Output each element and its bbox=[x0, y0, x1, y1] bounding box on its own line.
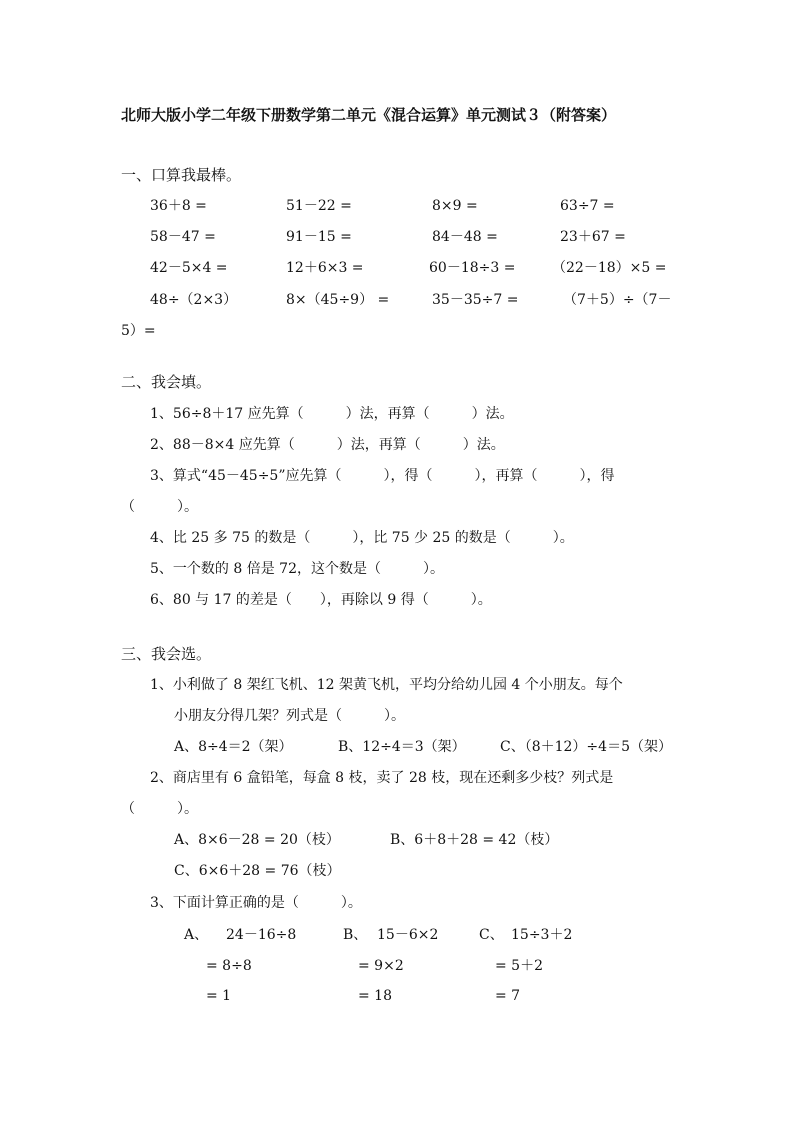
choice-q1-line1: 1、小利做了 8 架红飞机、12 架黄飞机，平均分给幼儿园 4 个小朋友。每个 bbox=[150, 677, 623, 693]
fill-item-4: 4、比 25 多 75 的数是（ ），比 75 少 25 的数是（ ）。 bbox=[150, 530, 574, 546]
oral-item-wrap: 5）= bbox=[121, 323, 156, 339]
choice-q3-b-step1: 15－6×2 bbox=[377, 927, 439, 943]
oral-item: 8×（45÷9） = bbox=[286, 292, 390, 308]
choice-q2-option-c: C、6×6＋28 = 76（枝） bbox=[174, 863, 341, 879]
choice-q1-option-b: B、12÷4＝3（架） bbox=[338, 739, 466, 755]
choice-q3-line1: 3、下面计算正确的是（ ）。 bbox=[150, 895, 362, 911]
choice-q3-label-b: B、 bbox=[343, 927, 368, 943]
fill-item-6: 6、80 与 17 的差是（ ），再除以 9 得（ ）。 bbox=[150, 592, 492, 608]
fill-item-2: 2、88－8×4 应先算（ ）法，再算（ ）法。 bbox=[150, 437, 505, 453]
choice-q3-c-step1: 15÷3＋2 bbox=[511, 927, 573, 943]
choice-q1-option-a: A、8÷4＝2（架） bbox=[174, 739, 293, 755]
choice-q3-b-step3: = 18 bbox=[358, 988, 392, 1004]
choice-q2-option-b: B、6＋8＋28 = 42（枝） bbox=[390, 832, 559, 848]
section-3-heading: 三、我会选。 bbox=[121, 645, 212, 663]
choice-q2-line1: 2、商店里有 6 盒铅笔，每盒 8 枝，卖了 28 枝，现在还剩多少枝？列式是 bbox=[150, 770, 614, 786]
oral-item: 51－22 = bbox=[286, 198, 352, 214]
oral-item: （7＋5）÷（7－ bbox=[563, 292, 672, 308]
oral-item: 35－35÷7 = bbox=[432, 292, 519, 308]
choice-q3-a-step1: 24－16÷8 bbox=[226, 927, 297, 943]
oral-item: 48÷（2×3） bbox=[150, 292, 238, 308]
oral-item: 23＋67 = bbox=[560, 229, 626, 245]
choice-q2-line2: （ ）。 bbox=[121, 801, 198, 817]
choice-q3-label-a: A、 bbox=[184, 927, 209, 943]
oral-item: 91－15 = bbox=[286, 229, 352, 245]
choice-q3-c-step2: = 5＋2 bbox=[495, 958, 543, 974]
choice-q2-option-a: A、8×6－28 = 20（枝） bbox=[174, 832, 340, 848]
oral-item: 36＋8 = bbox=[150, 198, 207, 214]
page-title: 北师大版小学二年级下册数学第二单元《混合运算》单元测试３（附答案） bbox=[121, 106, 617, 124]
choice-q3-a-step2: = 8÷8 bbox=[206, 958, 252, 974]
fill-item-1: 1、56÷8＋17 应先算（ ）法，再算（ ）法。 bbox=[150, 406, 514, 422]
section-1-heading: 一、口算我最棒。 bbox=[121, 166, 242, 184]
choice-q1-line2: 小朋友分得几架？列式是（ ）。 bbox=[174, 708, 405, 724]
fill-item-3-cont: （ ）。 bbox=[121, 499, 198, 515]
choice-q3-b-step2: = 9×2 bbox=[358, 958, 404, 974]
fill-item-3: 3、算式“45－45÷5”应先算（ ），得（ ），再算（ ），得 bbox=[150, 468, 615, 484]
choice-q1-option-c: C、（8＋12）÷4＝5（架） bbox=[500, 739, 672, 755]
oral-item: 63÷7 = bbox=[560, 198, 615, 214]
oral-item: 84－48 = bbox=[432, 229, 498, 245]
oral-item: 60－18÷3 = bbox=[429, 260, 516, 276]
oral-item: 42－5×4 = bbox=[150, 260, 228, 276]
oral-item: （22－18）×5 = bbox=[552, 260, 667, 276]
choice-q3-a-step3: = 1 bbox=[206, 988, 232, 1004]
choice-q3-label-c: C、 bbox=[479, 927, 504, 943]
oral-item: 58－47 = bbox=[150, 229, 216, 245]
oral-item: 8×9 = bbox=[432, 198, 478, 214]
choice-q3-c-step3: = 7 bbox=[495, 988, 521, 1004]
section-2-heading: 二、我会填。 bbox=[121, 373, 212, 391]
fill-item-5: 5、一个数的 8 倍是 72，这个数是（ ）。 bbox=[150, 561, 444, 577]
oral-item: 12＋6×3 = bbox=[286, 260, 364, 276]
